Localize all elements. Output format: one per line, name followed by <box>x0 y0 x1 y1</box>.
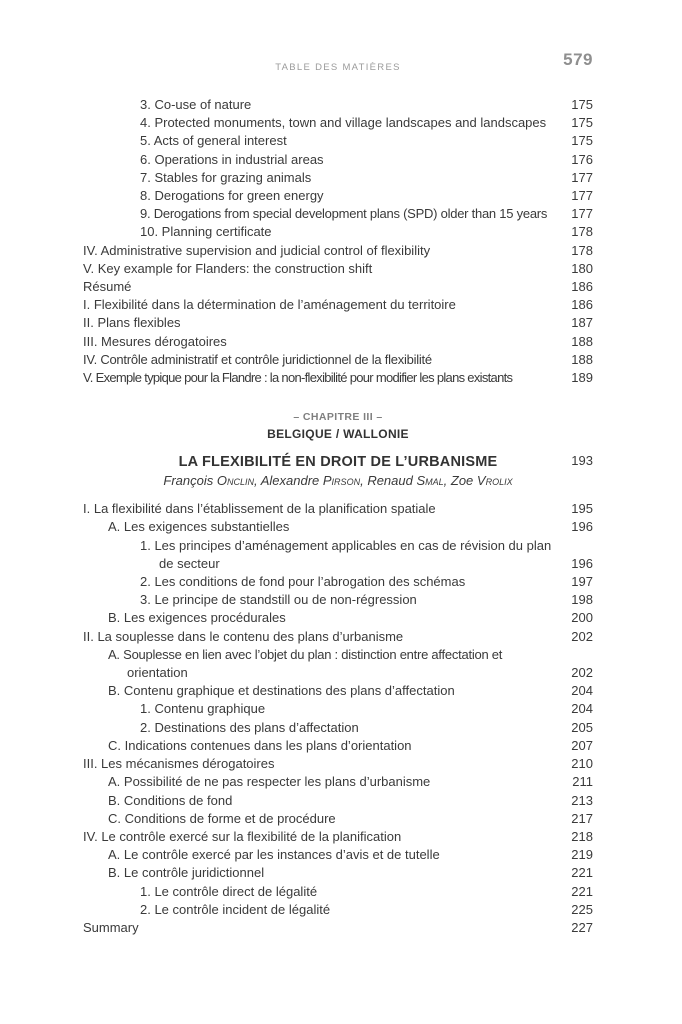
toc-entry-page: 180 <box>571 260 593 276</box>
toc-entry <box>83 828 593 846</box>
toc-entry <box>83 555 593 573</box>
toc-entry-page: 211 <box>572 774 593 790</box>
toc-entry-page: 221 <box>571 865 593 881</box>
toc-entry-page: 176 <box>571 151 593 167</box>
toc-entry <box>83 864 593 882</box>
toc-entry-label: 3. Co-use of nature <box>140 97 252 112</box>
author-given-name: Renaud <box>367 473 417 489</box>
toc-entry-label: V. Exemple typique pour la Flandre : la non-flexibilité pour modifier les plans existants <box>83 370 513 386</box>
toc-entry-page: 188 <box>571 333 593 349</box>
toc-entry-label: 5. Acts of general interest <box>140 133 287 149</box>
toc-entry-label: B. Les exigences procédurales <box>108 610 286 626</box>
page-number: 579 <box>563 50 593 69</box>
toc-entry-page: 197 <box>571 574 593 590</box>
toc-entry <box>83 792 593 810</box>
toc-entry-page: 186 <box>571 297 593 313</box>
toc-entry-label: I. Flexibilité dans la détermination de l’aménagement du territoire <box>83 297 456 313</box>
toc-entry-label: V. Key example for Flanders: the construction shift <box>83 260 373 276</box>
chapter-title-page: 193 <box>571 453 593 469</box>
toc-entry <box>83 719 593 737</box>
author-given-name: François <box>163 473 217 489</box>
toc-entry-label: B. Le contrôle juridictionnel <box>108 865 265 881</box>
chapter-region: BELGIQUE / WALLONIE <box>267 427 409 442</box>
toc-entry <box>83 646 593 664</box>
running-title: TABLE DES MATIÈRES <box>275 62 401 73</box>
toc-entry <box>83 537 593 555</box>
toc-entry <box>83 114 593 132</box>
toc-entry-page: 175 <box>571 97 593 112</box>
toc-entry <box>83 591 593 609</box>
toc-entry-label: 2. Le contrôle incident de légalité <box>140 901 331 917</box>
toc-entry <box>83 96 593 114</box>
toc-entry <box>83 628 593 646</box>
toc-entry-page: 219 <box>571 847 593 863</box>
toc-entry <box>83 664 593 682</box>
toc-entry <box>83 883 593 901</box>
toc-entry-page: 175 <box>571 115 593 131</box>
toc-entry-label: 4. Protected monuments, town and village landscapes and landscapes <box>140 115 547 131</box>
toc-entry-page: 204 <box>571 701 593 717</box>
toc-entry-label: 10. Planning certificate <box>140 224 272 240</box>
toc-entry-page: 213 <box>571 792 593 808</box>
toc-entry-page: 177 <box>571 188 593 204</box>
toc-entry-label: A. Les exigences substantielles <box>108 519 290 535</box>
toc-entry <box>83 205 593 223</box>
toc-entry-label: de secteur <box>159 555 220 571</box>
toc-entry-label: 3. Le principe de standstill ou de non-régression <box>140 592 417 608</box>
toc-entry-page: 202 <box>571 628 593 644</box>
toc-entry-page: 227 <box>571 919 593 935</box>
toc-entry-label: II. Plans flexibles <box>83 315 181 331</box>
toc-entry-page: 177 <box>571 206 593 222</box>
toc-entry-page: 196 <box>571 519 593 535</box>
toc-entry <box>83 314 593 332</box>
toc-entry-page: 198 <box>571 592 593 608</box>
toc-entry-label: 1. Les principes d’aménagement applicables en cas de révision du plan <box>140 537 552 553</box>
toc-entry <box>83 518 593 536</box>
toc-entry <box>83 260 593 278</box>
toc-entry-page: 189 <box>571 370 593 386</box>
toc-entry <box>83 351 593 369</box>
toc-entry-page: 178 <box>571 224 593 240</box>
toc-entry-label: IV. Contrôle administratif et contrôle juridictionnel de la flexibilité <box>83 351 432 367</box>
toc-entry-label: Summary <box>83 919 139 935</box>
chapter-title: LA FLEXIBILITÉ EN DROIT DE L’URBANISME <box>178 454 498 471</box>
toc-entry-label: orientation <box>127 665 188 681</box>
toc-entry-label: IV. Administrative supervision and judicial control of flexibility <box>83 242 431 258</box>
author-family-name: Pirson <box>322 473 361 489</box>
toc-entry-label: 9. Derogations from special development plans (SPD) older than 15 years <box>140 206 548 222</box>
toc-entry-page: 196 <box>571 555 593 571</box>
toc-entry-label: IV. Le contrôle exercé sur la flexibilité de la planification <box>83 828 402 844</box>
toc-entry <box>83 296 593 314</box>
toc-entry <box>83 242 593 260</box>
toc-entry <box>83 609 593 627</box>
author-given-name: Alexandre <box>260 473 323 489</box>
toc-entry <box>83 187 593 205</box>
toc-entry-label: 2. Destinations des plans d’affectation <box>140 719 359 735</box>
toc-entry-page: 210 <box>571 756 593 772</box>
toc-entry-label: A. Le contrôle exercé par les instances d’avis et de tutelle <box>108 847 440 863</box>
toc-entry-label: 1. Le contrôle direct de légalité <box>140 883 318 899</box>
chapter-authors: François Onclin, Alexandre Pirson, Renaud Smal, Zoe Vrolix <box>163 473 513 489</box>
toc-entry <box>83 333 593 351</box>
toc-entry-label: II. La souplesse dans le contenu des plans d’urbanisme <box>83 628 404 644</box>
chapter-heading <box>83 410 593 490</box>
author-family-name: Onclin <box>216 473 254 489</box>
toc-entry <box>83 846 593 864</box>
toc-entry-label: A. Souplesse en lien avec l’objet du plan : distinction entre affectation et <box>108 646 503 662</box>
toc-entry-label: III. Les mécanismes dérogatoires <box>83 756 275 772</box>
toc-entry <box>83 810 593 828</box>
toc-entry-label: C. Indications contenues dans les plans d’orientation <box>108 737 412 753</box>
toc-entry <box>83 682 593 700</box>
toc-entry-page: 202 <box>571 665 593 681</box>
toc-list-part1 <box>83 96 593 387</box>
toc-entry-page: 204 <box>571 683 593 699</box>
toc-entry-label: 7. Stables for grazing animals <box>140 169 312 185</box>
toc-entry-label: III. Mesures dérogatoires <box>83 333 227 349</box>
toc-entry-page: 221 <box>571 883 593 899</box>
toc-entry-page: 186 <box>571 279 593 295</box>
toc-entry-label: 6. Operations in industrial areas <box>140 151 324 167</box>
toc-entry-page: 205 <box>571 719 593 735</box>
toc-entry <box>83 773 593 791</box>
toc-entry <box>83 132 593 150</box>
toc-entry-page: 225 <box>571 901 593 917</box>
author-family-name: Smal <box>416 473 444 489</box>
toc-entry-label: 2. Les conditions de fond pour l’abrogation des schémas <box>140 574 466 590</box>
table-of-contents <box>83 96 593 937</box>
toc-entry <box>83 369 593 387</box>
toc-entry <box>83 151 593 169</box>
toc-entry-page: 218 <box>571 828 593 844</box>
toc-entry-label: 8. Derogations for green energy <box>140 188 324 204</box>
toc-entry-page: 195 <box>571 501 593 517</box>
toc-entry <box>83 700 593 718</box>
chapter-kicker: – CHAPITRE III – <box>293 411 383 424</box>
toc-entry-page: 175 <box>571 133 593 149</box>
toc-entry <box>83 901 593 919</box>
toc-entry-label: C. Conditions de forme et de procédure <box>108 810 336 826</box>
toc-entry-page: 217 <box>571 810 593 826</box>
chapter-title-row <box>83 453 593 471</box>
toc-entry <box>83 223 593 241</box>
toc-entry <box>83 737 593 755</box>
toc-entry-page: 177 <box>571 169 593 185</box>
toc-entry <box>83 500 593 518</box>
author-family-name: Vrolix <box>476 473 513 489</box>
toc-entry-page: 178 <box>571 242 593 258</box>
toc-entry <box>83 573 593 591</box>
toc-entry-label: Résumé <box>83 279 132 295</box>
toc-entry <box>83 278 593 296</box>
toc-entry-label: B. Conditions de fond <box>108 792 233 808</box>
toc-entry-label: B. Contenu graphique et destinations des plans d’affectation <box>108 683 455 699</box>
toc-entry <box>83 169 593 187</box>
running-head <box>83 50 593 75</box>
toc-entry-label: I. La flexibilité dans l’établissement de la planification spatiale <box>83 501 436 517</box>
toc-entry-page: 207 <box>571 737 593 753</box>
toc-entry-page: 188 <box>571 351 593 367</box>
toc-entry-page: 200 <box>571 610 593 626</box>
author-given-name: Zoe <box>450 473 477 489</box>
toc-entry <box>83 919 593 937</box>
toc-entry-label: 1. Contenu graphique <box>140 701 266 717</box>
toc-entry-label: A. Possibilité de ne pas respecter les plans d’urbanisme <box>108 774 431 790</box>
toc-entry <box>83 755 593 773</box>
toc-entry-page: 187 <box>571 315 593 331</box>
toc-list-part2 <box>83 500 593 937</box>
